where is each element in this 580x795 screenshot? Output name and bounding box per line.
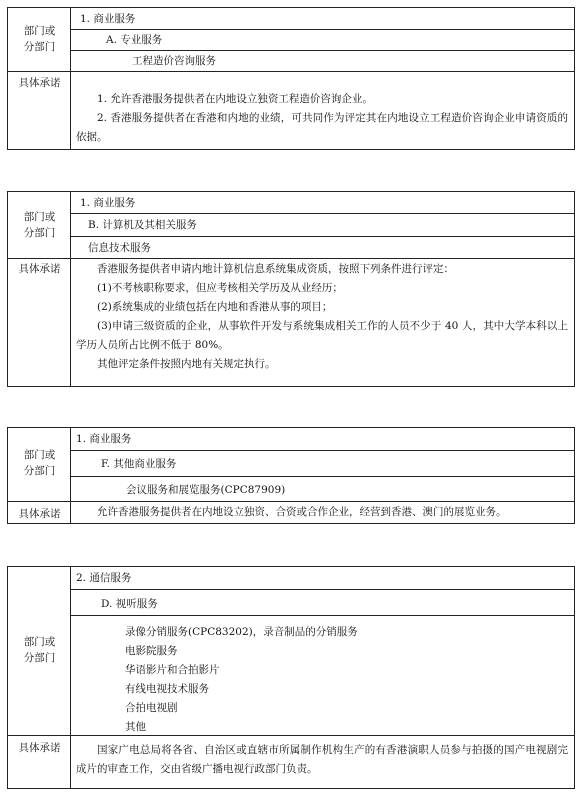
- row-divider: [8, 71, 574, 72]
- dept-label: 部门或 分部门: [23, 449, 56, 477]
- commitment-paragraph: (2)系统集成的业绩包括在内地和香港从事的项目；: [97, 301, 333, 313]
- commitment-label: 具体承诺: [18, 742, 61, 754]
- commitment-table-3: [7, 427, 575, 524]
- row-divider: [71, 450, 574, 451]
- row-divider: [8, 501, 574, 502]
- sector-level1: 1. 商业服务: [80, 13, 136, 25]
- sector-level2: B. 计算机及其相关服务: [88, 219, 197, 231]
- row-divider: [71, 29, 574, 30]
- sector-level2: A. 专业服务: [106, 34, 163, 46]
- list-item: 合拍电视剧: [125, 702, 178, 714]
- commitment-paragraph: 1. 允许香港服务提供者在内地设立独资工程造价咨询企业。: [97, 93, 373, 105]
- commitment-label: 具体承诺: [18, 77, 61, 89]
- list-item: 华语影片和合拍影片: [125, 664, 220, 676]
- row-divider: [71, 50, 574, 51]
- sector-level1: 1. 商业服务: [76, 433, 132, 445]
- row-divider: [71, 615, 574, 616]
- list-item: 其他: [125, 721, 146, 733]
- commitment-paragraph: 香港服务提供者申请内地计算机信息系统集成资质，按照下列条件进行评定：: [97, 263, 454, 275]
- commitment-paragraph: 2. 香港服务提供者在香港和内地的业绩，可共同作为评定其在内地设立工程造价咨询企业申请资质的依据。: [76, 112, 568, 143]
- commitment-table-1: [7, 7, 575, 150]
- commitment-paragraph: 国家广电总局将各省、自治区或直辖市所属制作机构生产的有香港演职人员参与拍摄的国产电视剧完成片的审查工作，交由省级广播电视行政部门负责。: [76, 744, 568, 775]
- sector-level3: 工程造价咨询服务: [132, 55, 216, 67]
- commitment-paragraph: (1)不考核职称要求，但应考核相关学历及从业经历；: [97, 282, 343, 294]
- commitment-paragraph: (3)申请三级资质的企业，从事软件开发与系统集成相关工作的人员不少于 40 人，其中大学本科以上学历人员所占比例不低于 80%。: [76, 320, 568, 351]
- sector-level3: 信息技术服务: [88, 242, 151, 254]
- dept-label: 部门或 分部门: [23, 25, 56, 53]
- dept-label: 部门或 分部门: [23, 636, 56, 664]
- commitment-paragraph: 其他评定条件按照内地有关规定执行。: [97, 358, 276, 370]
- row-divider: [71, 213, 574, 214]
- commitment-text: [76, 260, 568, 374]
- row-divider: [8, 258, 574, 259]
- commitment-text: [76, 90, 568, 147]
- sector-level3-list: [125, 623, 358, 737]
- sector-level1: 1. 商业服务: [80, 197, 136, 209]
- sector-level1: 2. 通信服务: [76, 572, 132, 584]
- row-divider: [71, 476, 574, 477]
- row-divider: [71, 50, 87, 51]
- list-item: 有线电视技术服务: [125, 683, 209, 695]
- commitment-label: 具体承诺: [18, 263, 61, 275]
- list-item: 录像分销服务(CPC83202)，录音制品的分销服务: [125, 626, 358, 638]
- sector-level3: 会议服务和展览服务(CPC87909): [126, 484, 286, 496]
- list-item: 电影院服务: [125, 645, 178, 657]
- commitment-paragraph: 允许香港服务提供者在内地设立独资、合资或合作企业，经营到香港、澳门的展览业务。: [97, 506, 507, 518]
- commitment-label: 具体承诺: [18, 508, 61, 520]
- commitment-text: [76, 503, 568, 522]
- commitment-table-4: [7, 566, 575, 789]
- commitment-table-2: [7, 191, 575, 387]
- row-divider: [71, 589, 574, 590]
- sector-level2: D. 视听服务: [101, 598, 158, 610]
- row-divider: [71, 236, 574, 237]
- commitment-text: [76, 741, 568, 779]
- dept-label: 部门或 分部门: [23, 211, 56, 239]
- sector-level2: F. 其他商业服务: [101, 458, 177, 470]
